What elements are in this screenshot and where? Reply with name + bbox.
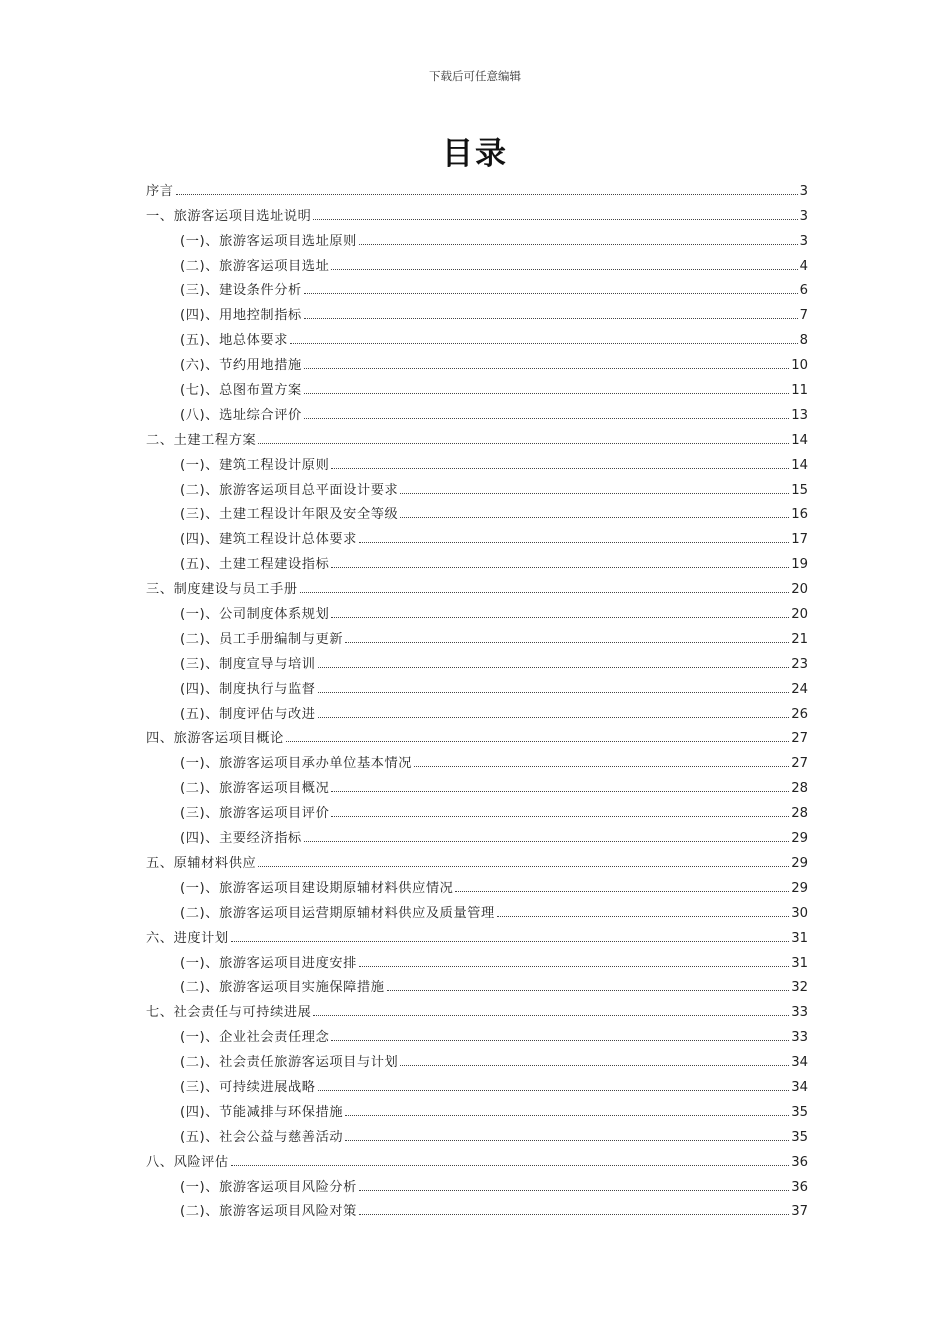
toc-entry-page-number: 29 — [791, 880, 808, 896]
toc-entry-label: 八、风险评估 — [146, 1154, 229, 1170]
dot-leader — [304, 318, 798, 319]
toc-entry[interactable] — [146, 995, 808, 1020]
toc-entry-label: (三)、土建工程设计年限及安全等级 — [180, 507, 399, 523]
toc-entry-label: (二)、旅游客运项目实施保障措施 — [180, 980, 385, 996]
toc-entry-label: (二)、旅游客运项目总平面设计要求 — [180, 482, 399, 498]
toc-entry-label: (四)、制度执行与监督 — [180, 681, 316, 697]
toc-entry[interactable] — [146, 647, 808, 672]
dot-leader — [414, 766, 789, 767]
toc-entry-label: 四、旅游客运项目概论 — [146, 731, 284, 747]
toc-entry[interactable] — [146, 1145, 808, 1170]
toc-entry-label: (三)、建设条件分析 — [180, 283, 302, 299]
toc-entry-label: (一)、建筑工程设计原则 — [180, 457, 330, 473]
toc-entry[interactable] — [146, 199, 808, 224]
toc-entry-page-number: 35 — [791, 1129, 808, 1145]
toc-entry-page-number: 26 — [791, 706, 808, 722]
toc-entry-page-number: 14 — [791, 432, 808, 448]
toc-entry-page-number: 33 — [791, 1005, 808, 1021]
dot-leader — [359, 1214, 789, 1215]
toc-entry[interactable] — [146, 1045, 808, 1070]
toc-entry-label: 五、原辅材料供应 — [146, 855, 257, 871]
toc-entry-page-number: 33 — [791, 1030, 808, 1046]
toc-entry-label: 三、制度建设与员工手册 — [146, 582, 298, 598]
toc-entry[interactable] — [146, 697, 808, 722]
toc-entry-label: (二)、员工手册编制与更新 — [180, 631, 344, 647]
toc-entry-label: (八)、选址综合评价 — [180, 407, 302, 423]
toc-entry-page-number: 27 — [791, 756, 808, 772]
toc-entry-label: (一)、公司制度体系规划 — [180, 607, 330, 623]
toc-entry-page-number: 24 — [791, 681, 808, 697]
toc-entry[interactable] — [146, 771, 808, 796]
toc-entry-page-number: 11 — [791, 383, 808, 399]
toc-entry-label: (一)、旅游客运项目选址原则 — [180, 233, 357, 249]
toc-entry-label: (三)、旅游客运项目评价 — [180, 806, 330, 822]
toc-entry-page-number: 20 — [791, 607, 808, 623]
toc-entry[interactable] — [146, 448, 808, 473]
toc-entry-label: (三)、可持续进展战略 — [180, 1079, 316, 1095]
dot-leader — [331, 617, 789, 618]
dot-leader — [258, 866, 789, 867]
toc-entry-page-number: 13 — [791, 407, 808, 423]
toc-entry[interactable] — [146, 871, 808, 896]
toc-entry[interactable] — [146, 796, 808, 821]
toc-entry[interactable] — [146, 298, 808, 323]
toc-entry[interactable] — [146, 971, 808, 996]
toc-entry-page-number: 30 — [791, 905, 808, 921]
dot-leader — [331, 1040, 789, 1041]
toc-entry[interactable] — [146, 722, 808, 747]
dot-leader — [176, 194, 798, 195]
toc-entry-page-number: 37 — [791, 1204, 808, 1220]
toc-entry-page-number: 27 — [791, 731, 808, 747]
toc-entry[interactable] — [146, 1095, 808, 1120]
dot-leader — [331, 269, 797, 270]
toc-title: 目录 — [442, 136, 508, 172]
toc-entry-label: (五)、土建工程建设指标 — [180, 557, 330, 573]
toc-entry[interactable] — [146, 174, 808, 199]
toc-entry-label: 七、社会责任与可持续进展 — [146, 1005, 312, 1021]
toc-entry[interactable] — [146, 1020, 808, 1045]
toc-entry[interactable] — [146, 821, 808, 846]
toc-entry-page-number: 8 — [799, 333, 808, 349]
toc-entry-label: (五)、地总体要求 — [180, 333, 289, 349]
toc-entry[interactable] — [146, 323, 808, 348]
dot-leader — [400, 493, 789, 494]
toc-entry-page-number: 23 — [791, 656, 808, 672]
toc-entry-label: (二)、旅游客运项目选址 — [180, 258, 330, 274]
toc-entry[interactable] — [146, 1195, 808, 1220]
toc-entry-label: 二、土建工程方案 — [146, 432, 257, 448]
toc-entry-page-number: 3 — [799, 183, 808, 199]
toc-entry[interactable] — [146, 622, 808, 647]
toc-entry-page-number: 31 — [791, 930, 808, 946]
toc-entry[interactable] — [146, 921, 808, 946]
toc-entry-label: (一)、旅游客运项目承办单位基本情况 — [180, 756, 413, 772]
toc-entry[interactable] — [146, 1170, 808, 1195]
dot-leader — [318, 692, 790, 693]
toc-entry[interactable] — [146, 896, 808, 921]
dot-leader — [400, 1065, 789, 1066]
toc-entry-label: (四)、节能减排与环保措施 — [180, 1104, 344, 1120]
dot-leader — [497, 916, 789, 917]
dot-leader — [331, 468, 789, 469]
toc-entry-page-number: 6 — [799, 283, 808, 299]
toc-entry-label: (二)、旅游客运项目运营期原辅材料供应及质量管理 — [180, 905, 495, 921]
toc-entry[interactable] — [146, 224, 808, 249]
toc-entry-label: (七)、总图布置方案 — [180, 383, 302, 399]
toc-entry-label: (一)、旅游客运项目进度安排 — [180, 955, 357, 971]
dot-leader — [318, 667, 790, 668]
dot-leader — [231, 1165, 789, 1166]
toc-entry-label: (六)、节约用地措施 — [180, 358, 302, 374]
toc-entry-label: (二)、旅游客运项目风险对策 — [180, 1204, 357, 1220]
toc-entry-page-number: 28 — [791, 781, 808, 797]
toc-entry-label: (二)、社会责任旅游客运项目与计划 — [180, 1055, 399, 1071]
toc-entry-page-number: 17 — [791, 532, 808, 548]
dot-leader — [304, 418, 789, 419]
dot-leader — [313, 1015, 789, 1016]
header-note: 下载后可任意编辑 — [429, 69, 521, 83]
toc-entry-label: 六、进度计划 — [146, 930, 229, 946]
toc-entry-page-number: 34 — [791, 1055, 808, 1071]
dot-leader — [331, 567, 789, 568]
dot-leader — [400, 517, 789, 518]
toc-entry-page-number: 16 — [791, 507, 808, 523]
toc-entry-label: (四)、建筑工程设计总体要求 — [180, 532, 357, 548]
toc-entry-page-number: 32 — [791, 980, 808, 996]
toc-entry[interactable] — [146, 946, 808, 971]
toc-entry-page-number: 36 — [791, 1179, 808, 1195]
toc-entry-label: (二)、旅游客运项目概况 — [180, 781, 330, 797]
dot-leader — [304, 293, 798, 294]
toc-entry[interactable] — [146, 249, 808, 274]
dot-leader — [345, 1115, 789, 1116]
toc-entry-page-number: 29 — [791, 855, 808, 871]
dot-leader — [231, 941, 789, 942]
toc-entry[interactable] — [146, 398, 808, 423]
dot-leader — [290, 343, 798, 344]
dot-leader — [359, 244, 798, 245]
toc-entry-page-number: 28 — [791, 806, 808, 822]
toc-entry-label: (一)、旅游客运项目风险分析 — [180, 1179, 357, 1195]
toc-entry[interactable] — [146, 547, 808, 572]
toc-entry-page-number: 3 — [799, 233, 808, 249]
toc-entry-label: (五)、社会公益与慈善活动 — [180, 1129, 344, 1145]
toc-entry-page-number: 35 — [791, 1104, 808, 1120]
toc-entry[interactable] — [146, 1120, 808, 1145]
toc-entry[interactable] — [146, 1070, 808, 1095]
dot-leader — [313, 219, 797, 220]
toc-entry-label: (一)、旅游客运项目建设期原辅材料供应情况 — [180, 880, 454, 896]
dot-leader — [455, 891, 789, 892]
toc-entry[interactable] — [146, 672, 808, 697]
toc-entry[interactable] — [146, 522, 808, 547]
toc-entry-page-number: 15 — [791, 482, 808, 498]
toc-entry-page-number: 7 — [799, 308, 808, 324]
toc-entry[interactable] — [146, 498, 808, 523]
toc-entry-label: (五)、制度评估与改进 — [180, 706, 316, 722]
toc-entry-page-number: 4 — [799, 258, 808, 274]
toc-entry-label: (四)、主要经济指标 — [180, 831, 302, 847]
dot-leader — [286, 741, 789, 742]
dot-leader — [387, 990, 790, 991]
dot-leader — [318, 1090, 790, 1091]
toc-entry-label: 序言 — [146, 183, 174, 199]
dot-leader — [318, 717, 790, 718]
toc-entry[interactable] — [146, 473, 808, 498]
dot-leader — [258, 443, 789, 444]
dot-leader — [359, 966, 789, 967]
toc-entry[interactable] — [146, 348, 808, 373]
toc-entry-page-number: 31 — [791, 955, 808, 971]
toc-entry[interactable] — [146, 274, 808, 299]
toc-entry-page-number: 29 — [791, 831, 808, 847]
toc-entry-label: (三)、制度宣导与培训 — [180, 656, 316, 672]
dot-leader — [359, 1190, 789, 1191]
toc-entry[interactable] — [146, 373, 808, 398]
toc-entry[interactable] — [146, 846, 808, 871]
toc-entry-label: 一、旅游客运项目选址说明 — [146, 208, 312, 224]
toc-entry[interactable] — [146, 597, 808, 622]
toc-entry-page-number: 10 — [791, 358, 808, 374]
toc-entry-page-number: 36 — [791, 1154, 808, 1170]
toc-entry-page-number: 19 — [791, 557, 808, 573]
toc-entry-page-number: 14 — [791, 457, 808, 473]
dot-leader — [304, 393, 789, 394]
toc-entry-page-number: 34 — [791, 1079, 808, 1095]
toc-entry[interactable] — [146, 746, 808, 771]
dot-leader — [304, 368, 789, 369]
toc-entry-label: (四)、用地控制指标 — [180, 308, 302, 324]
dot-leader — [345, 1140, 789, 1141]
dot-leader — [300, 592, 790, 593]
dot-leader — [359, 542, 789, 543]
table-of-contents — [146, 174, 808, 1219]
toc-entry-page-number: 21 — [791, 631, 808, 647]
toc-entry[interactable] — [146, 572, 808, 597]
dot-leader — [345, 642, 789, 643]
toc-entry-page-number: 3 — [799, 208, 808, 224]
dot-leader — [331, 816, 789, 817]
dot-leader — [304, 841, 789, 842]
toc-entry-page-number: 20 — [791, 582, 808, 598]
dot-leader — [331, 791, 789, 792]
toc-entry[interactable] — [146, 423, 808, 448]
toc-entry-label: (一)、企业社会责任理念 — [180, 1030, 330, 1046]
